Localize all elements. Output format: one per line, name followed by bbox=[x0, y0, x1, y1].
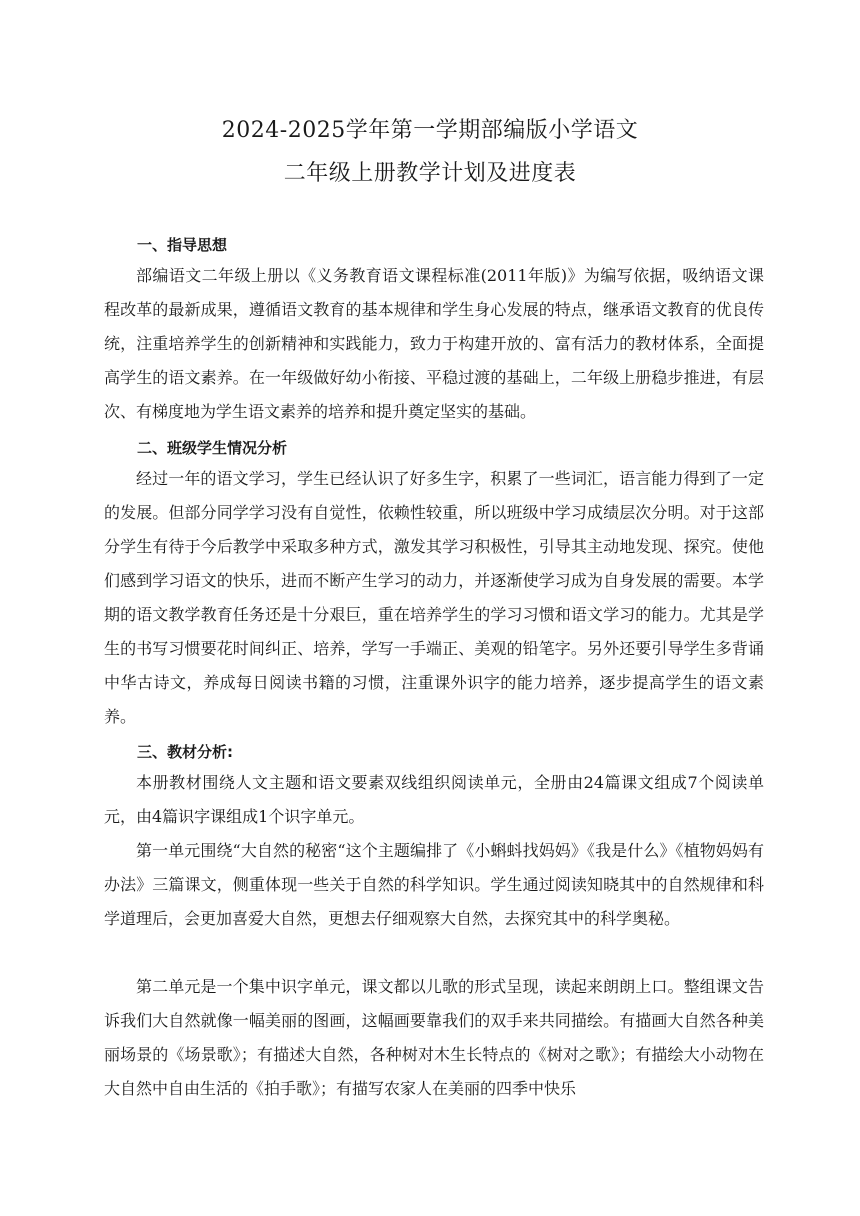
document-title-line1: 2024-2025学年第一学期部编版小学语文 bbox=[221, 118, 639, 143]
paragraph-guiding-ideology: 部编语文二年级上册以《义务教育语文课程标准(2011年版)》为编写依据，吸纳语文课程改革的最新成果，遵循语文教育的基本规律和学生身心发展的特点，继承语文教育的优良传统，注重培养学生的创新精神和实践能力，致力于构建开放的、富有活力的教材体系，全面提高学生的语文素养。在一年级做好幼小衔接、平稳过渡的基础上，二年级上册稳步推进，有层次、有梯度地为学生语文素养的培养和提升奠定坚实的基础。 bbox=[104, 266, 764, 421]
paragraph-unit-two: 第二单元是一个集中识字单元，课文都以儿歌的形式呈现，读起来朗朗上口。整组课文告诉我们大自然就像一幅美丽的图画，这幅画要靠我们的双手来共同描绘。有描画大自然各种美丽场景的《场景歌》；有描述大自然，各种树对木生长特点的《树对之歌》；有描绘大小动物在大自然中自由生活的《拍手歌》；有描写农家人在美丽的四季中快乐 bbox=[104, 977, 764, 1098]
section-heading-class-analysis: 二、班级学生情况分析 bbox=[137, 439, 288, 457]
paragraph-textbook-overview: 本册教材围绕人文主题和语文要素双线组织阅读单元，全册由24篇课文组成7个阅读单元，由4篇识字课组成1个识字单元。 bbox=[104, 773, 764, 826]
section-heading-textbook-analysis: 三、教材分析: bbox=[137, 743, 233, 761]
section-heading-guiding-ideology: 一、指导思想 bbox=[137, 236, 228, 254]
paragraph-class-analysis: 经过一年的语文学习，学生已经认识了好多生字，积累了一些词汇，语言能力得到了一定的发展。但部分同学学习没有自觉性，依赖性较重，所以班级中学习成绩层次分明。对于这部分学生有待于今后教学中采取多种方式，激发其学习积极性，引导其主动地发现、探究。使他们感到学习语文的快乐，进而不断产生学习的动力，并逐渐使学习成为自身发展的需要。本学期的语文教学教育任务还是十分艰巨，重在培养学生的学习习惯和语文学习的能力。尤其是学生的书写习惯要花时间纠正、培养，学写一手端正、美观的铅笔字。另外还要引导学生多背诵中华古诗文，养成每日阅读书籍的习惯，注重课外识字的能力培养，逐步提高学生的语文素养。 bbox=[104, 469, 764, 726]
document-title-line2: 二年级上册教学计划及进度表 bbox=[283, 161, 577, 186]
paragraph-unit-one: 第一单元围绕“大自然的秘密“这个主题编排了《小蝌蚪找妈妈》《我是什么》《植物妈妈有办法》三篇课文，侧重体现一些关于自然的科学知识。学生通过阅读知晓其中的自然规律和科学道理后，会更加喜爱大自然，更想去仔细观察大自然，去探究其中的科学奥秘。 bbox=[104, 841, 764, 928]
